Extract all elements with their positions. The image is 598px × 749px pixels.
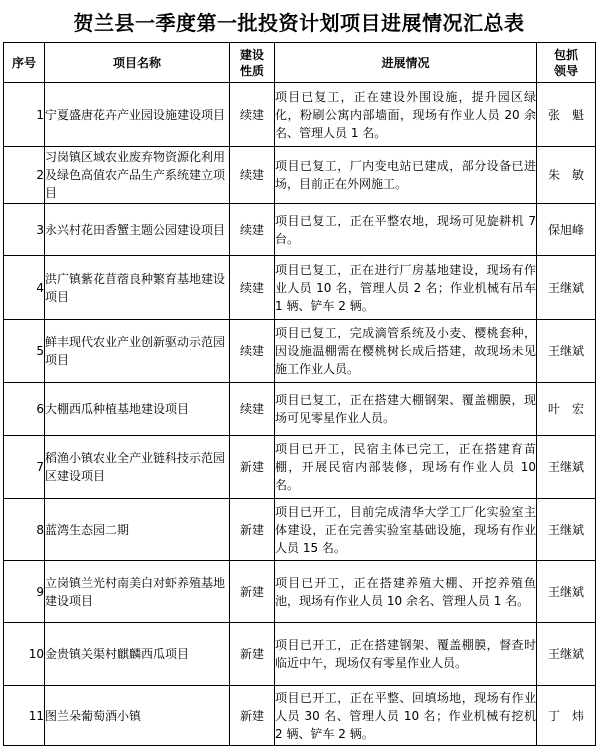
row-project-name: 习岗镇区域农业废弃物资源化利用及绿色高值农产品生产系统建立项目 [45, 147, 230, 204]
row-progress: 项目已开工，目前完成清华大学工厂化实验室主体建设，正在完善实验室基础设施，现场有作业人员 15 名。 [275, 499, 537, 561]
table-row [4, 499, 596, 561]
table-row [4, 256, 596, 320]
table-row [4, 436, 596, 499]
header-type-line2: 性质 [239, 63, 264, 78]
header-name: 项目名称 [45, 43, 230, 83]
row-type: 续建 [230, 256, 275, 320]
header-no: 序号 [4, 43, 45, 83]
row-progress: 项目已复工，厂内变电站已建成，部分设备已进场，目前正在外网施工。 [275, 147, 537, 204]
row-project-name: 稻渔小镇农业全产业链科技示范园区建设项目 [45, 436, 230, 499]
progress-table [3, 42, 596, 746]
row-type: 新建 [230, 436, 275, 499]
table-row [4, 623, 596, 686]
header-type [230, 43, 275, 83]
row-progress: 项目已开工，正在搭建养殖大棚、开挖养殖鱼池，现场有作业人员 10 余名、管理人员 1 名。 [275, 561, 537, 623]
row-no: 2 [4, 147, 45, 204]
row-leader: 王继斌 [537, 499, 596, 561]
table-row [4, 561, 596, 623]
row-type: 新建 [230, 561, 275, 623]
row-no: 6 [4, 383, 45, 436]
header-leader-line2: 领导 [553, 63, 578, 78]
row-progress: 项目已复工，完成滴管系统及小麦、樱桃套种，因设施温棚需在樱桃树长成后搭建，故现场未见施工作业人员。 [275, 320, 537, 383]
row-no: 3 [4, 204, 45, 256]
row-no: 10 [4, 623, 45, 686]
row-leader: 保旭峰 [537, 204, 596, 256]
row-type: 续建 [230, 83, 275, 147]
table-row [4, 83, 596, 147]
row-project-name: 蓝湾生态园二期 [45, 499, 230, 561]
row-leader: 丁 炜 [537, 686, 596, 746]
row-progress: 项目已复工，正在平整农地，现场可见旋耕机 7 台。 [275, 204, 537, 256]
page-title: 贺兰县一季度第一批投资计划项目进展情况汇总表 [73, 10, 525, 35]
row-no: 1 [4, 83, 45, 147]
row-progress: 项目已复工，正在建设外围设施，提升园区绿化，粉刷公寓内部墙面，现场有作业人员 20 余名、管理人员 1 名。 [275, 83, 537, 147]
row-no: 4 [4, 256, 45, 320]
row-project-name: 立岗镇兰光村南美白对虾养殖基地建设项目 [45, 561, 230, 623]
row-type: 续建 [230, 320, 275, 383]
header-leader-line1: 包抓 [553, 47, 578, 62]
row-leader: 朱 敏 [537, 147, 596, 204]
row-type: 续建 [230, 204, 275, 256]
table-row [4, 204, 596, 256]
header-progress: 进展情况 [275, 43, 537, 83]
header-leader [537, 43, 596, 83]
row-leader: 叶 宏 [537, 383, 596, 436]
row-project-name: 宁夏盛唐花卉产业园设施建设项目 [45, 83, 230, 147]
row-type: 续建 [230, 147, 275, 204]
row-leader: 张 魁 [537, 83, 596, 147]
table-row [4, 147, 596, 204]
row-leader: 王继斌 [537, 436, 596, 499]
row-type: 新建 [230, 499, 275, 561]
row-progress: 项目已复工，正在搭建大棚钢架、覆盖棚膜，现场可见零星作业人员。 [275, 383, 537, 436]
row-type: 续建 [230, 383, 275, 436]
row-progress: 项目已开工，正在平整、回填场地，现场有作业人员 30 名、管理人员 10 名；作业机械有挖机 2 辆、铲车 2 辆。 [275, 686, 537, 746]
row-no: 9 [4, 561, 45, 623]
row-progress: 项目已开工，正在搭建钢架、覆盖棚膜，督查时临近中午，现场仅有零星作业人员。 [275, 623, 537, 686]
row-no: 11 [4, 686, 45, 746]
row-project-name: 永兴村花田香蟹主题公园建设项目 [45, 204, 230, 256]
row-leader: 王继斌 [537, 561, 596, 623]
row-no: 8 [4, 499, 45, 561]
header-type-line1: 建设 [239, 47, 264, 62]
row-leader: 王继斌 [537, 256, 596, 320]
table-header-row [4, 43, 596, 83]
row-type: 新建 [230, 623, 275, 686]
table-row [4, 686, 596, 746]
row-progress: 项目已开工，民宿主体已完工，正在搭建育苗棚，开展民宿内部装修，现场有作业人员 10 名。 [275, 436, 537, 499]
row-progress: 项目已复工，正在进行厂房基地建设，现场有作业人员 10 名，管理人员 2 名；作业机械有吊车 1 辆、铲车 2 辆。 [275, 256, 537, 320]
row-type: 新建 [230, 686, 275, 746]
row-no: 5 [4, 320, 45, 383]
row-project-name: 洪广镇紫花苜蓿良种繁育基地建设项目 [45, 256, 230, 320]
row-leader: 王继斌 [537, 320, 596, 383]
row-project-name: 金贵镇关渠村麒麟西瓜项目 [45, 623, 230, 686]
table-row [4, 320, 596, 383]
table-row [4, 383, 596, 436]
row-project-name: 鲜丰现代农业产业创新驱动示范园项目 [45, 320, 230, 383]
row-project-name: 大棚西瓜种植基地建设项目 [45, 383, 230, 436]
row-no: 7 [4, 436, 45, 499]
row-project-name: 图兰朵葡萄酒小镇 [45, 686, 230, 746]
row-leader: 王继斌 [537, 623, 596, 686]
